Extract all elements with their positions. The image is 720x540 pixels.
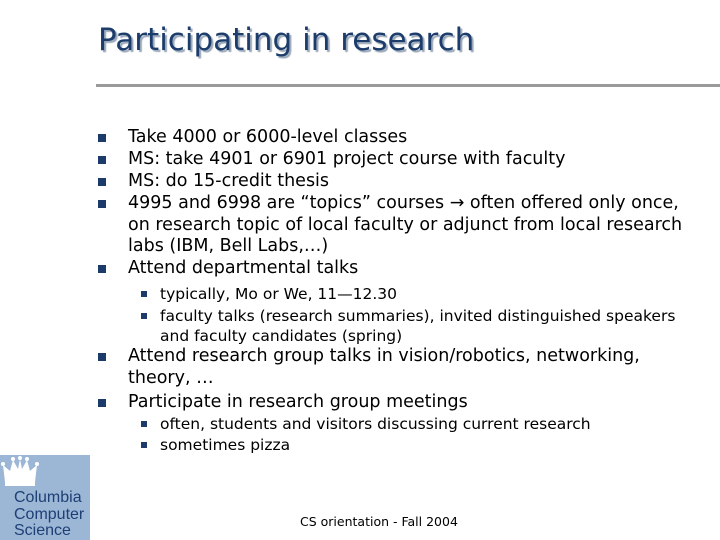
bullet-marker [98,200,106,208]
bullet-marker [98,156,106,164]
bullet-marker [98,353,106,361]
bullet-line: Take 4000 or 6000-level classes [128,127,408,147]
bullet-text [160,306,675,346]
bullet-line: theory, … [128,367,214,388]
bullet-line: and faculty candidates (spring) [160,327,403,345]
bullet-line: Attend research group talks in vision/robotics, networking, [128,346,640,366]
bullet-marker [98,265,106,273]
bullet-text [128,392,468,414]
bullet-text [128,171,329,193]
bullet-text [160,284,397,304]
crown-icon [0,455,40,489]
bullet-line: faculty talks (research summaries), invited distinguished speakers [160,307,676,325]
bullet-line: MS: do 15-credit thesis [128,171,330,191]
logo-text [14,490,84,540]
columbia-logo [0,455,90,540]
bullet-text [128,149,565,171]
bullet-line: Attend departmental talks [128,258,359,278]
bullet-marker [98,178,106,186]
logo-line: Computer [14,505,85,523]
bullet-text [128,258,358,280]
bullet-marker [141,442,147,448]
bullet-line: 4995 and 6998 are “topics” courses → often offered only once, [128,193,679,213]
bullet-text [160,435,290,455]
logo-line: Science [14,522,71,539]
bullet-line: labs (IBM, Bell Labs,…) [128,236,329,256]
slide-footer: CS orientation - Fall 2004 [300,514,458,529]
bullet-marker [141,421,147,427]
bullet-text [160,414,591,434]
bullet-line: often, students and visitors discussing current research [160,415,591,433]
bullet-marker [98,134,106,142]
bullet-marker [141,313,147,319]
slide-title: Participating in research [98,22,475,58]
bullet-line: sometimes pizza [160,436,291,454]
bullet-line: MS: take 4901 or 6901 project course with faculty [128,149,566,169]
bullet-text [128,193,682,258]
bullet-line: typically, Mo or We, 11—12.30 [160,285,398,303]
bullet-marker [141,291,147,297]
bullet-marker [98,399,106,407]
bullet-line: Participate in research group meetings [128,392,468,412]
bullet-text [128,127,407,149]
bullet-line: on research topic of local faculty or adjunct from local research [128,214,683,235]
logo-line: Columbia [14,489,82,506]
bullet-text [128,346,640,389]
